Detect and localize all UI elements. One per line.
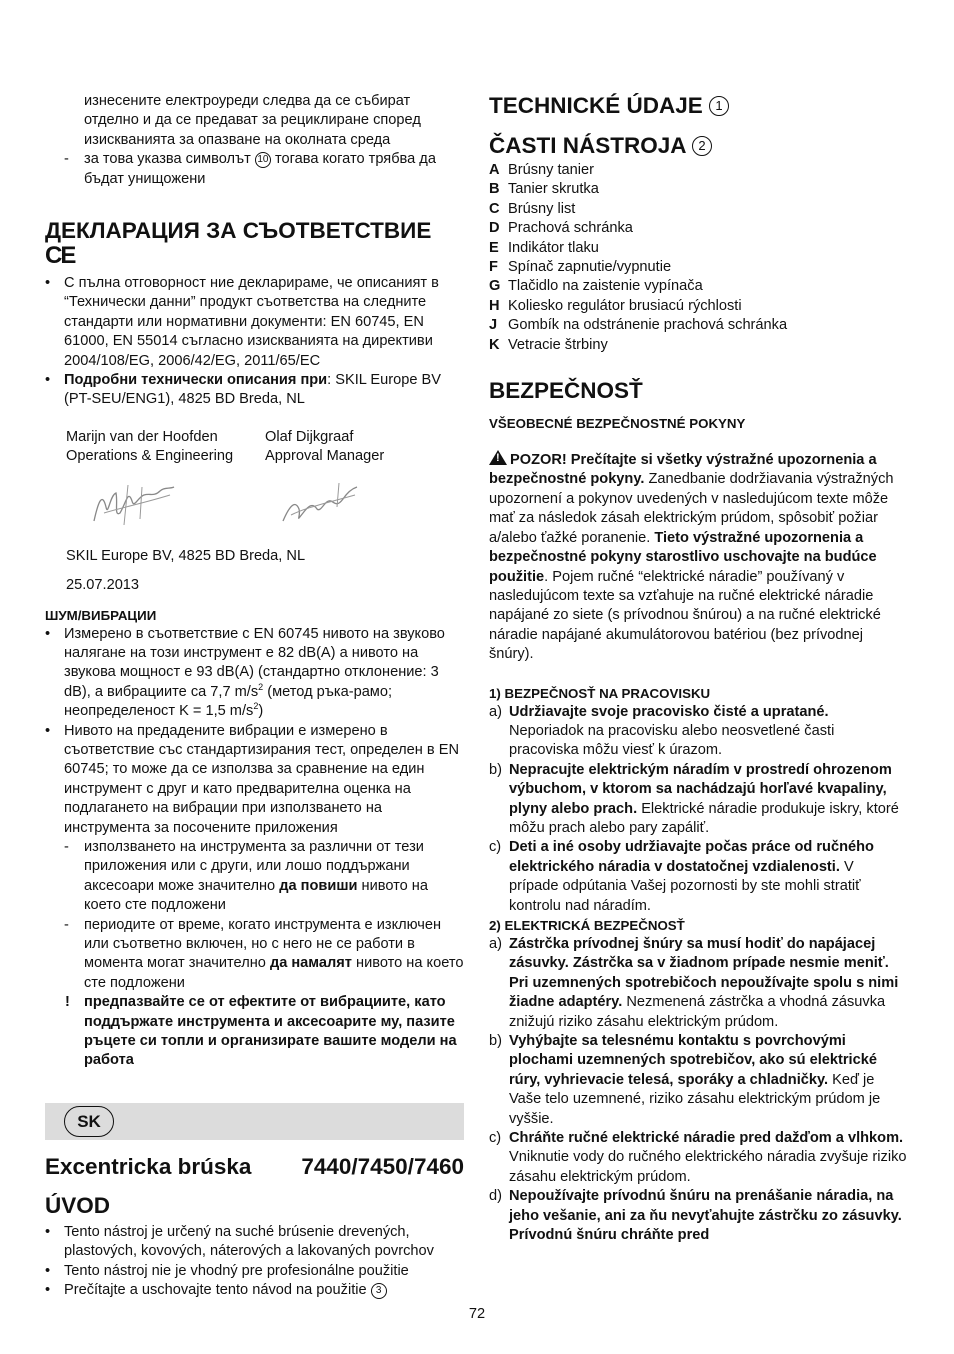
- product-models: 7440/7450/7460: [301, 1153, 464, 1179]
- signature-2-image: [265, 467, 464, 537]
- electrical-item-a: a) Zástrčka prívodnej šnúry sa musí hodiť do napájacej zásuvky. Zástrčka sa v žiadnom prípade nesmie meniť. Pri uzemnených spotrebičoch nepoužívajte spolu s nimi žiadne adaptéry. Nezmenená zástrčka a vhodná zásuvka znižujú riziko zásahu elektrickým prúdom.: [489, 936, 899, 1030]
- work-area-item-b: b) Nepracujte elektrickým náradím v prostredí ohrozenom výbuchom, v ktorom sa nachádzajú horľavé kvapaliny, plyny alebo prach. Elektrické náradie produkuje iskry, ktoré môžu prach alebo pary zapáliť.: [489, 761, 899, 836]
- list-item: A Brúsny tanier: [489, 162, 594, 178]
- list-item: C Brúsny list: [489, 200, 576, 217]
- language-bar: [45, 1103, 464, 1140]
- list-item: B Tanier skrutka: [489, 181, 599, 198]
- warning-icon: [489, 450, 507, 465]
- manual-ref-number: 3: [371, 1283, 387, 1299]
- declaration-title: ДЕКЛАРАЦИЯ ЗА СЪОТВЕТСТВИЕ: [45, 218, 432, 244]
- declaration-date: 25.07.2013: [66, 577, 140, 594]
- list-item: H Koliesko regulátor brusiacú rýchlosti: [489, 297, 742, 314]
- right-column: [489, 92, 907, 1246]
- parts-list: [489, 161, 907, 355]
- tech-data-title: TECHNICKÉ ÚDAJE 1: [489, 92, 907, 119]
- safety-title: BEZPEČNOSŤ: [489, 378, 643, 404]
- list-item: J Gombík na odstránenie prachová schránka: [489, 317, 788, 334]
- noise-bullet-2: • Нивото на предадените вибрации е измерено в съответствие със стандартизирания тест, определен в EN 60745; то може да се използва за сравнение на един инструмент с друг и като предварителна оценка на подлагането на вибрации при използването на инструмента за посочените приложения: [45, 722, 464, 838]
- intro-continuation: изнесените електроуреди следва да се събират отделно и да се предават за рециклиране според изискванията за опазване на околната среда: [84, 93, 421, 148]
- signer-1-role: Operations & Engineering: [66, 448, 234, 465]
- company-address: SKIL Europe BV, 4825 BD Breda, NL: [66, 547, 306, 564]
- signer-2-role: Approval Manager: [265, 448, 385, 465]
- work-area-safety-title: 1) BEZPEČNOSŤ NA PRACOVISKU: [489, 685, 711, 701]
- noise-warning: ! предпазвайте се от ефектите от вибрациите, като поддържате инструмента и аксесоарите му, пазите ръцете си топли и организирате вашите модели на работа: [45, 993, 464, 1071]
- noise-dash-1: - използването на инструмента за различни от тези приложения или с други, или лошо поддържани аксесоари може значително да повиши нивото на което сте подложени: [45, 838, 464, 916]
- parts-ref-number: 2: [692, 136, 712, 156]
- signer-2-name: Olaf Dijkgraaf: [265, 428, 354, 445]
- electrical-safety-title: 2) ELEKTRICKÁ BEZPEČNOSŤ: [489, 918, 685, 933]
- electrical-item-d: d) Nepoužívajte prívodnú šnúru na prenášanie náradia, na jeho vešanie, ani za ňu nevyťahujte zástrčku zo zásuvky. Prívodnú šnúru chráňte pred: [489, 1188, 902, 1244]
- signature-1-image: [66, 467, 265, 537]
- intro-bullet-1: • Tento nástroj je určený na suché brúsenie drevených, plastových, kovových, náterových a lakovaných povrchov: [45, 1223, 464, 1262]
- noise-dash-2: - периодите от време, когато инструмента е изключен или съответно включен, но с него не се работи в момента могат значително да намалят нивото на което сте подложени: [45, 916, 464, 994]
- product-name: Excentricka brúska: [45, 1153, 252, 1179]
- intro-bullet-3: • Prečítajte a uschovajte tento návod na použitie 3: [45, 1281, 464, 1300]
- list-item: D Prachová schránka: [489, 220, 633, 237]
- intro-title: ÚVOD: [45, 1192, 111, 1218]
- electrical-item-c: c) Chráňte ručné elektrické náradie pred dažďom a vlhkom. Vniknutie vody do ručného elektrického náradia zvyšuje riziko zásahu elektrickým prúdom.: [489, 1130, 907, 1185]
- list-item: F Spínač zapnutie/vypnutie: [489, 259, 672, 276]
- work-area-item-a: a) Udržiavajte svoje pracovisko čisté a upratané. Neporiadok na pracovisku alebo neosvetlené časti pracoviska môžu viesť k úrazom.: [489, 703, 835, 759]
- list-item: K Vetracie štrbiny: [489, 336, 608, 353]
- tech-ref-number: 1: [709, 96, 729, 116]
- ce-mark: CE: [45, 242, 75, 270]
- electrical-item-b: b) Vyhýbajte sa telesnému kontaktu s povrchovými plochami uzemnených spotrebičov, ako sú elektrické rúry, vyhrievacie telesá, sporáky a chladničky. Keď je Vaše telo uzemnené, riziko zásahu elektrickým prúdom je vyššie.: [489, 1033, 881, 1127]
- list-item: E Indikátor tlaku: [489, 239, 599, 256]
- signer-1-name: Marijn van der Hoofden: [66, 428, 218, 445]
- symbol-dash-item: - за това указва символът 10 тогава когато трябва да бъдат унищожени: [45, 150, 464, 189]
- symbol-ref-number: 10: [255, 152, 271, 168]
- list-item: G Tlačidlo na zaistenie vypínača: [489, 278, 703, 295]
- product-title: [45, 1153, 464, 1180]
- declaration-bullet-1: • С пълна отговорност ние декларираме, че описаният в “Технически данни” продукт съответства на следните стандарти или нормативни документи: EN 60745, EN 61000, EN 55014 съгласно изискванията на директиви 2004/108/EG, 2006/42/EG, 2011/65/EC: [45, 274, 464, 371]
- left-column: [45, 92, 464, 1300]
- noise-bullet-1: • Измерено в съответствие с EN 60745 нивото на звуково налягане на този инструмент е 82 dB(A) а нивото на звукова мощност е 93 dB(A) (стандартно отклонение: 3 dB), а вибрациите са 7,7 $m/s^2$ (метод ръка-рамо; неопределеност K = 1,5 $m/s^2$): [45, 625, 464, 722]
- intro-bullet-2: • Tento nástroj nie je vhodný pre profesionálne použitie: [45, 1262, 464, 1281]
- general-warning-text: !POZOR! Prečítajte si všetky výstražné upozornenia a bezpečnostné pokyny. Zanedbanie dodržiavania výstražných upozornení a pokynov uvedených v nasledujúcom texte môže mať za následok zásah elektrickým prúdom, spôsobiť požiar a/alebo ťažké poranenie. Tieto výstražné upozornenia a bezpečnostné pokyny starostlivo uschovajte na budúce použitie. Pojem ručné “elektrické náradie” používaný v nasledujúcom texte sa vzťahuje na ručné elektrické náradie napájané zo siete (s prívodnou šnúrou) a na ručné elektrické náradie napájané akumulátorovou batériou (bez prívodnej šnúry).: [489, 450, 907, 664]
- noise-vibration-title: ШУМ/ВИБРАЦИИ: [45, 607, 157, 623]
- work-area-item-c: c) Deti a iné osoby udržiavajte počas práce od ručného elektrického náradia v dostatočnej vzdialenosti. V prípade odpútania Vašej pozornosti by ste mohli stratiť kontrolu nad náradím.: [489, 839, 874, 914]
- general-safety-title: VŠEOBECNÉ BEZPEČNOSTNÉ POKYNY: [489, 416, 746, 432]
- page-number: 72: [468, 1306, 486, 1322]
- parts-title: ČASTI NÁSTROJA 2: [489, 132, 907, 159]
- signature-block: [66, 428, 464, 537]
- language-badge: SK: [64, 1106, 114, 1137]
- declaration-bullet-2: • Подробни технически описания при: SKIL Europe BV (PT-SEU/ENG1), 4825 BD Breda, NL: [45, 371, 464, 410]
